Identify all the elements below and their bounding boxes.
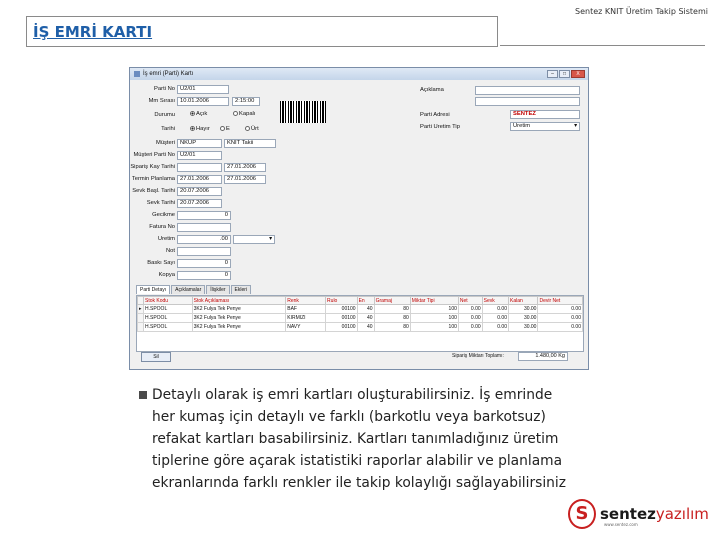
logo-url: www.sentez.com xyxy=(604,522,638,527)
label-parti-uretim-tip: Parti Üretim Tip xyxy=(420,124,460,130)
type-radio-hayir[interactable] xyxy=(190,126,210,132)
total-value: 1.480,00 Kg xyxy=(518,352,568,361)
cell[interactable]: BAF xyxy=(286,305,326,314)
table-row[interactable] xyxy=(138,305,583,314)
label-musteri-parti-no: Müşteri Parti No xyxy=(133,152,175,158)
label-fatura-no: Fatura No xyxy=(149,224,175,230)
window-titlebar xyxy=(130,68,588,80)
not-field[interactable] xyxy=(177,247,231,256)
radio-label: Hayır xyxy=(196,126,210,133)
status-radio-closed[interactable] xyxy=(233,111,255,117)
parti-adresi-field[interactable]: SENTEZ xyxy=(510,110,580,119)
cell[interactable]: 100 xyxy=(410,305,458,314)
cell[interactable]: 100 xyxy=(410,314,458,323)
cell[interactable]: 3K2 Fulya Tek Penye xyxy=(192,314,286,323)
radio-icon xyxy=(190,111,195,116)
cell[interactable]: 00100 xyxy=(326,314,358,323)
cell[interactable]: 40 xyxy=(357,305,374,314)
work-order-window xyxy=(129,67,589,370)
sevk-basl-tarihi-field[interactable]: 20.07.2006 xyxy=(177,187,222,196)
col-rulo[interactable]: Rulo xyxy=(326,297,358,305)
col-kalan[interactable]: Kalan xyxy=(508,297,537,305)
cell[interactable]: 40 xyxy=(357,323,374,332)
musteri-field[interactable]: NKUP xyxy=(177,139,222,148)
label-sevk-basl-tarihi: Sevk Başl. Tarihi xyxy=(132,188,175,194)
cell[interactable]: 80 xyxy=(374,305,410,314)
window-title: İş emri (Parti) Kartı xyxy=(143,71,194,77)
tab-aciklamalar[interactable]: Açıklamalar xyxy=(171,285,205,294)
gecikme-field[interactable]: 0 xyxy=(177,211,231,220)
maximize-button[interactable]: □ xyxy=(559,70,570,78)
detail-tabs xyxy=(136,285,251,294)
uretim-tip-value: Üretim xyxy=(513,123,531,129)
total-label: Sipariş Miktarı Toplamı: xyxy=(452,353,504,359)
cell[interactable]: KIRMIZI xyxy=(286,314,326,323)
uretim-tip-select[interactable] xyxy=(510,122,580,131)
cell[interactable]: H.SPOOL xyxy=(144,314,193,323)
col-gramaj[interactable]: Gramaj xyxy=(374,297,410,305)
cell[interactable]: 0.00 xyxy=(458,314,482,323)
radio-label: Kapalı xyxy=(239,111,256,118)
chevron-down-icon: ▾ xyxy=(269,236,272,242)
logo-brand-suffix: yazılım xyxy=(655,505,709,523)
cell[interactable]: H.SPOOL xyxy=(144,323,193,332)
uretim-dropdown[interactable] xyxy=(233,235,275,244)
col-miktar-tipi[interactable]: Miktar Tipi xyxy=(410,297,458,305)
label-baski-sayi: Baskı Sayı xyxy=(147,260,175,266)
label-sevk-tarihi: Sevk Tarihi xyxy=(146,200,175,206)
col-devir-net[interactable]: Devir Net xyxy=(538,297,583,305)
page-title: İŞ EMRİ KARTI xyxy=(33,23,153,41)
cell[interactable]: 40 xyxy=(357,314,374,323)
parti-no-field[interactable]: U2/01 xyxy=(177,85,229,94)
cell[interactable]: 0.00 xyxy=(458,323,482,332)
logo-brand: sentez xyxy=(600,505,656,523)
label-aciklama: Açıklama xyxy=(420,87,444,93)
kopya-field[interactable]: 0 xyxy=(177,271,231,280)
aciklama-field[interactable] xyxy=(475,86,580,95)
tab-parti-detayi[interactable]: Parti Detayı xyxy=(136,285,170,294)
baski-sayi-field[interactable]: 0 xyxy=(177,259,231,268)
tab-iliskiler[interactable]: İlişkiler xyxy=(206,285,229,294)
brand-line: Sentez KNIT Üretim Takip Sistemi xyxy=(575,7,708,16)
cell[interactable]: 00100 xyxy=(326,305,358,314)
cell[interactable]: 3K2 Fulya Tek Penye xyxy=(192,305,286,314)
col-renk[interactable]: Renk xyxy=(286,297,326,305)
window-controls xyxy=(547,70,585,78)
label-kopya: Kopya xyxy=(158,272,175,278)
logo-mark-icon: S xyxy=(568,499,596,529)
siparis-kay-tarihi-field[interactable] xyxy=(177,163,222,172)
date1-field[interactable]: 27.01.2006 xyxy=(224,163,266,172)
date2-field[interactable]: 27.01.2006 xyxy=(224,175,266,184)
label-gecikme: Gecikme xyxy=(152,212,175,218)
radio-icon xyxy=(220,126,225,131)
cell[interactable]: 100 xyxy=(410,323,458,332)
label-parti-adresi: Parti Adresi xyxy=(420,112,450,118)
sentez-logo xyxy=(568,495,714,533)
col-stok-aciklamasi[interactable]: Stok Açıklaması xyxy=(192,297,286,305)
musteri-code-field[interactable]: KNIT Takii xyxy=(224,139,276,148)
radio-label: Açık xyxy=(196,111,208,118)
cell[interactable]: 30.00 xyxy=(508,305,537,314)
cell[interactable]: 0.00 xyxy=(482,305,508,314)
label-musteri: Müşteri xyxy=(155,140,175,146)
delete-button[interactable]: Sil xyxy=(141,352,171,362)
cell[interactable]: 0.00 xyxy=(538,305,583,314)
cell[interactable]: 80 xyxy=(374,323,410,332)
radio-icon xyxy=(245,126,250,131)
cell[interactable]: 0.00 xyxy=(538,314,583,323)
title-box xyxy=(26,16,498,47)
radio-label: Ürt xyxy=(251,126,259,133)
uretim-field[interactable]: .00 xyxy=(177,235,231,244)
label-uretim: Üretim xyxy=(157,236,175,242)
chevron-down-icon: ▾ xyxy=(574,123,577,129)
time-field[interactable]: 2:15:00 xyxy=(232,97,260,106)
mm-sirasi-field[interactable]: 10.01.2006 xyxy=(177,97,229,106)
radio-icon xyxy=(190,126,195,131)
sevk-tarihi-field[interactable]: 20.07.2006 xyxy=(177,199,222,208)
label-termin-planlama: Termin Planlama xyxy=(131,176,175,182)
musteri-parti-no-field[interactable]: U2/01 xyxy=(177,151,222,160)
cell[interactable]: 30.00 xyxy=(508,323,537,332)
radio-label: E xyxy=(226,126,230,133)
col-net[interactable]: Net xyxy=(458,297,482,305)
minimize-button[interactable]: – xyxy=(547,70,558,78)
fatura-no-field[interactable] xyxy=(177,223,231,232)
cell[interactable]: 0.00 xyxy=(458,305,482,314)
label-mm-sirasi: Mm Sırası xyxy=(148,98,175,104)
status-radio-open[interactable] xyxy=(190,111,207,117)
col-stok-kodu[interactable]: Stok Kodu xyxy=(144,297,193,305)
col-sevk[interactable]: Sevk xyxy=(482,297,508,305)
type-radio-e[interactable] xyxy=(220,126,230,132)
label-not: Not xyxy=(165,248,175,254)
label-siparis-kay-tarihi: Sipariş Kay Tarihi xyxy=(130,164,175,170)
row-selector[interactable]: ▸ xyxy=(139,306,142,312)
cell[interactable]: H.SPOOL xyxy=(144,305,193,314)
label-tarihi: Tarihi xyxy=(161,126,175,132)
cell[interactable]: 30.00 xyxy=(508,314,537,323)
title-divider xyxy=(500,45,705,46)
tab-ekleri[interactable]: Ekleri xyxy=(231,285,252,294)
cell[interactable]: 3K2 Fulya Tek Penye xyxy=(192,323,286,332)
cell[interactable]: 80 xyxy=(374,314,410,323)
col-en[interactable]: En xyxy=(357,297,374,305)
description-text: Detaylı olarak iş emri kartları oluşturabilirsiniz. İş emrinde her kumaş için detaylı ve farklı (barkotlu veya barkotsuz) refakat kartları basabilirsiniz. Kartları tanımladığınız üretim tiplerine göre açarak istatistiki raporlar alabilir ve planlama ekranlarında farklı renkler ile takip kolaylığı sağlayabilirsiniz xyxy=(152,387,566,491)
termin-planlama-field[interactable]: 27.01.2006 xyxy=(177,175,222,184)
table-row[interactable] xyxy=(138,323,583,332)
cell[interactable]: 0.00 xyxy=(482,314,508,323)
cell[interactable]: 00100 xyxy=(326,323,358,332)
bullet-icon xyxy=(139,391,147,399)
aciklama-field-2[interactable] xyxy=(475,97,580,106)
logo-text xyxy=(600,505,709,523)
detail-grid xyxy=(136,295,584,352)
barcode-image xyxy=(280,101,326,123)
radio-icon xyxy=(233,111,238,116)
close-button[interactable]: X xyxy=(571,70,585,78)
app-icon xyxy=(134,71,140,77)
cell[interactable]: 0.00 xyxy=(538,323,583,332)
label-parti-no: Parti No xyxy=(154,86,175,92)
label-durumu: Durumu xyxy=(154,112,175,118)
table-row[interactable] xyxy=(138,314,583,323)
cell[interactable]: NAVY xyxy=(286,323,326,332)
cell[interactable]: 0.00 xyxy=(482,323,508,332)
type-radio-urt[interactable] xyxy=(245,126,259,132)
